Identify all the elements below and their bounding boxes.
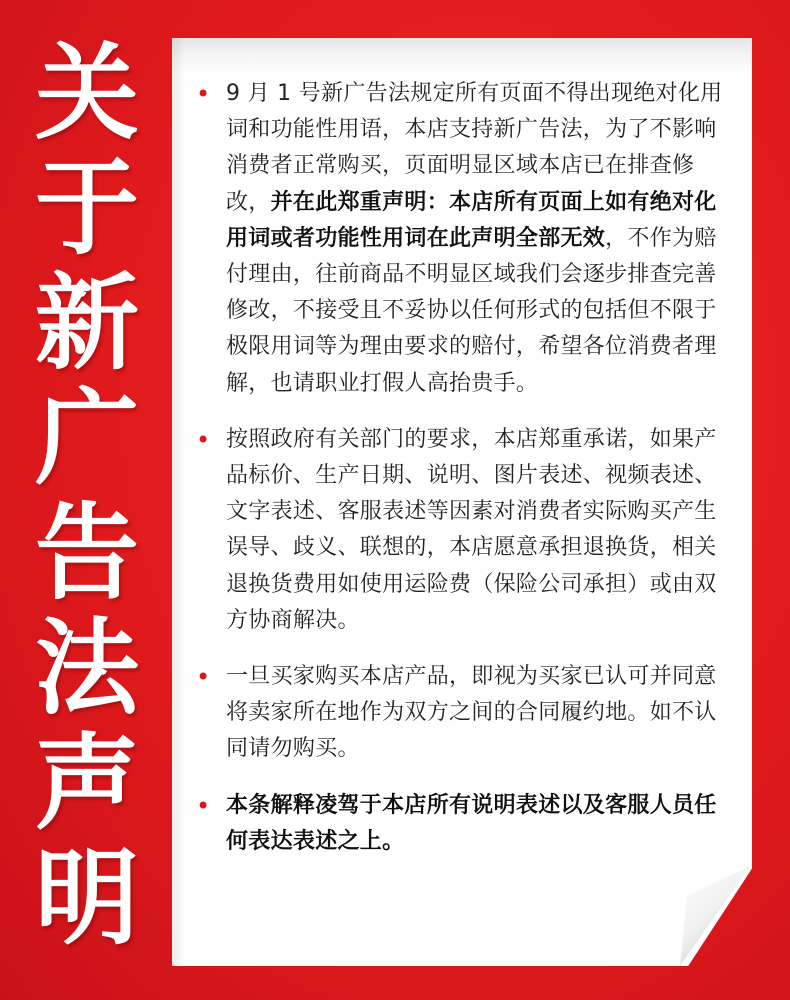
notice-text: ，不作为赔付理由，往前商品不明显区域我们会逐步排查完善修改，不接受且不妥协以任何形式的包括但不限于极限用词等为理由要求的赔付，希望各位消费者理解，也请职业打假人高抬贵手。 xyxy=(226,225,717,396)
notice-text: 一旦买家购买本店产品，即视为买家已认可并同意将卖家所在地作为双方之间的合同履约地。如不认同请勿购买。 xyxy=(226,664,717,762)
bullet-icon: • xyxy=(196,425,211,454)
title-char: 广 xyxy=(34,377,139,499)
title-char: 法 xyxy=(34,607,139,729)
notice-content xyxy=(192,76,732,880)
notice-text-bold: 本条解释凌驾于本店所有说明表述以及客服人员任何表达表述之上。 xyxy=(226,792,717,854)
title-char: 声 xyxy=(34,722,139,844)
notice-text: 9 月 1 号新广告法规定所有页面不得出现绝对化用词和功能性用语，本店支持新广告法，为了不影响消费者正常购买，页面明显区域本店已在排查修改， xyxy=(226,81,723,215)
notice-item-3 xyxy=(192,659,732,768)
title-char: 于 xyxy=(34,147,139,269)
notice-text: 按照政府有关部门的要求，本店郑重承诺，如果产品标价、生产日期、说明、图片表述、视频表述、文字表述、客服表述等因素对消费者实际购买产生误导、歧义、联想的，本店愿意承担退换货，相关退换货费用如使用运险费（保险公司承担）或由双方协商解决。 xyxy=(226,426,717,633)
notice-item-4 xyxy=(192,788,732,860)
title-char: 告 xyxy=(34,492,139,614)
notice-item-1 xyxy=(192,76,732,402)
notice-item-2 xyxy=(192,422,732,639)
vertical-title xyxy=(18,32,156,959)
bullet-icon: • xyxy=(196,80,211,108)
bullet-icon: • xyxy=(196,663,211,692)
paper-shadow xyxy=(172,38,186,966)
bullet-icon: • xyxy=(196,791,211,820)
notice-text-bold: 并在此郑重声明：本店所有页面上如有绝对化用词或者功能性用词在此声明全部无效 xyxy=(226,189,717,251)
title-char: 明 xyxy=(34,837,139,959)
title-char: 关 xyxy=(34,32,139,154)
title-char: 新 xyxy=(34,262,139,384)
